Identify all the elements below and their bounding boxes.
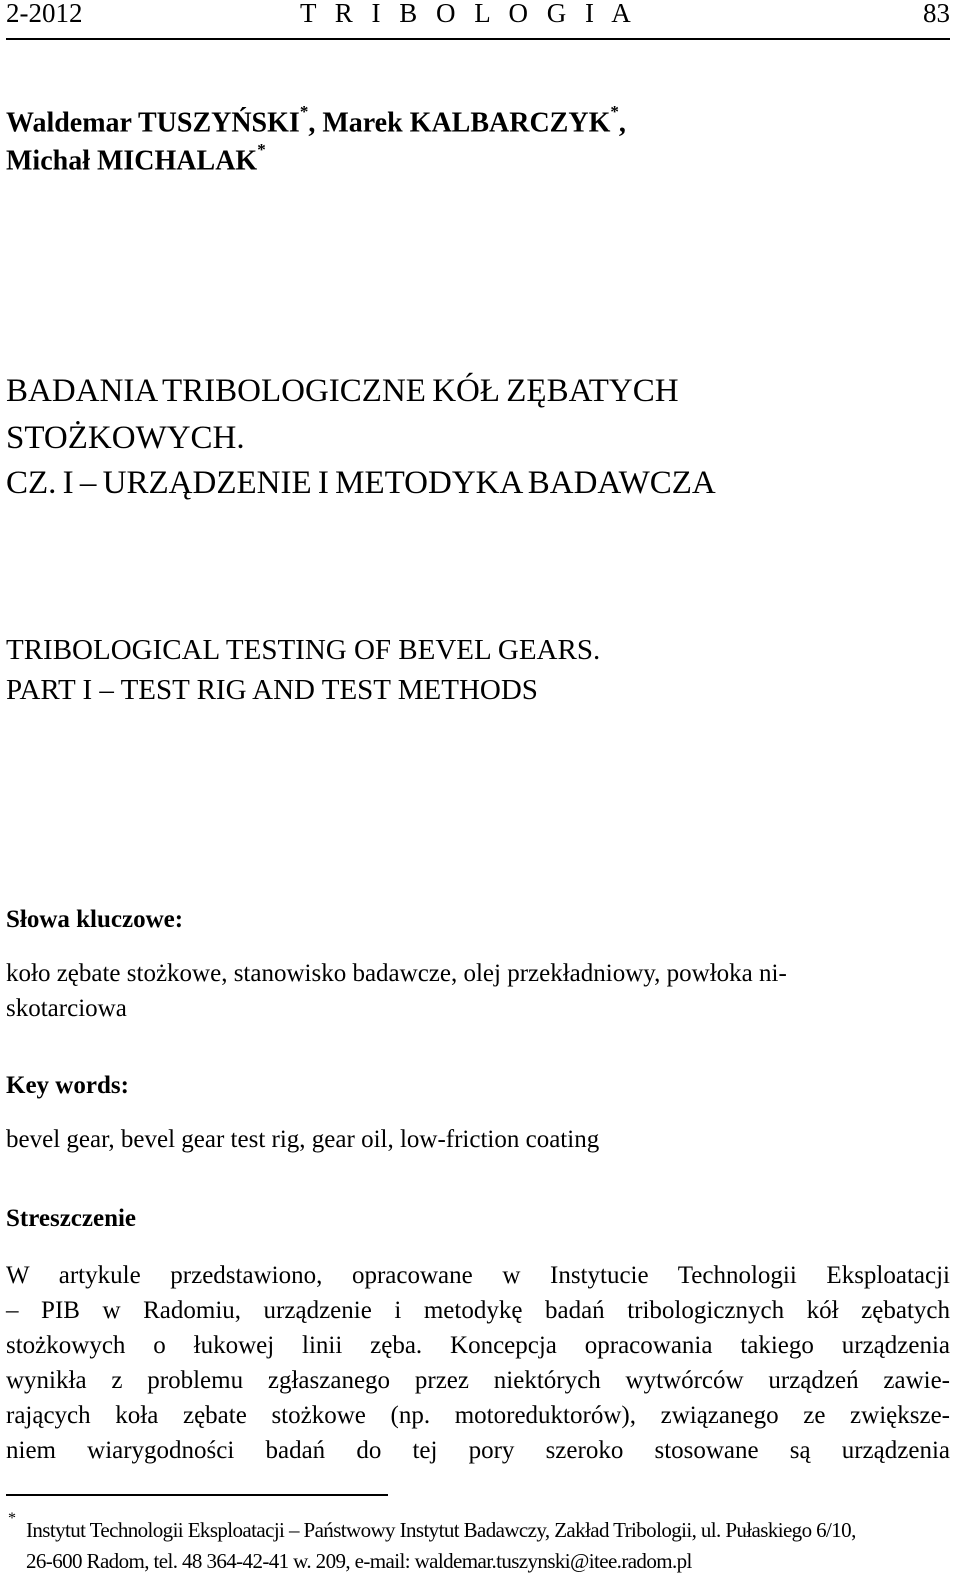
keywords-en-heading: Key words: — [6, 1072, 129, 1099]
keywords-en-text: bevel gear, bevel gear test rig, gear oil, low-friction coating — [6, 1126, 600, 1153]
keywords-pl-line-1: koło zębate stożkowe, stanowisko badawcze, olej przekładniowy, powłoka ni- — [6, 960, 787, 987]
footnote-divider — [6, 1494, 388, 1496]
authors-line-2 — [6, 140, 266, 177]
footnote-line-2: 26-600 Radom, tel. 48 364-42-41 w. 209, e-mail: waldemar.tuszynski@itee.radom.pl — [26, 1549, 692, 1573]
authors-line-1 — [6, 102, 626, 139]
issue-number: 2-2012 — [6, 0, 83, 28]
abstract-line: stożkowych o łukowej linii zęba. Koncepcja opracowania takiego urządzenia — [6, 1332, 950, 1359]
title-pl-line-3: CZ. I – URZĄDZENIE I METODYKA BADAWCZA — [6, 465, 716, 501]
abstract-line: rających koła zębate stożkowe (np. motoreduktorów), związanego ze zwiększe- — [6, 1402, 950, 1429]
footnote-mark: * — [8, 1510, 16, 1527]
header-divider — [6, 38, 950, 40]
keywords-pl-heading: Słowa kluczowe: — [6, 906, 184, 933]
affiliation-mark: * — [257, 140, 266, 159]
affiliation-mark: * — [610, 102, 619, 121]
author-name: Waldemar TUSZYŃSKI — [6, 107, 300, 139]
author-name: Michał MICHALAK — [6, 145, 258, 177]
abstract-line: wynikła z problemu zgłaszanego przez niektórych wytwórców urządzeń zawie- — [6, 1367, 950, 1394]
abstract-line: niem wiarygodności badań do tej pory szeroko stosowane są urządzenia — [6, 1437, 950, 1464]
page-number: 83 — [923, 0, 950, 28]
keywords-pl-line-2: skotarciowa — [6, 995, 127, 1022]
abstract-heading: Streszczenie — [6, 1205, 137, 1232]
affiliation-mark: * — [299, 102, 309, 121]
title-en-line-2: PART I – TEST RIG AND TEST METHODS — [6, 674, 538, 706]
footnote-line-1: Instytut Technologii Eksploatacji – Państwowy Instytut Badawczy, Zakład Tribologii, ul. Pułaskiego 6/10, — [26, 1518, 856, 1542]
abstract-line: W artykule przedstawiono, opracowane w Instytucie Technologii Eksploatacji — [6, 1262, 950, 1289]
title-en-line-1: TRIBOLOGICAL TESTING OF BEVEL GEARS. — [6, 634, 601, 666]
journal-name: T R I B O L O G I A — [300, 0, 637, 28]
title-pl-line-1: BADANIA TRIBOLOGICZNE KÓŁ ZĘBATYCH — [6, 373, 679, 409]
abstract-body — [6, 1258, 950, 1468]
abstract-line: – PIB w Radomiu, urządzenie i metodykę badań tribologicznych kół zębatych — [6, 1297, 950, 1324]
author-separator: , — [618, 107, 626, 139]
author-name: , Marek KALBARCZYK — [308, 107, 611, 139]
title-pl-line-2: STOŻKOWYCH. — [6, 420, 245, 456]
